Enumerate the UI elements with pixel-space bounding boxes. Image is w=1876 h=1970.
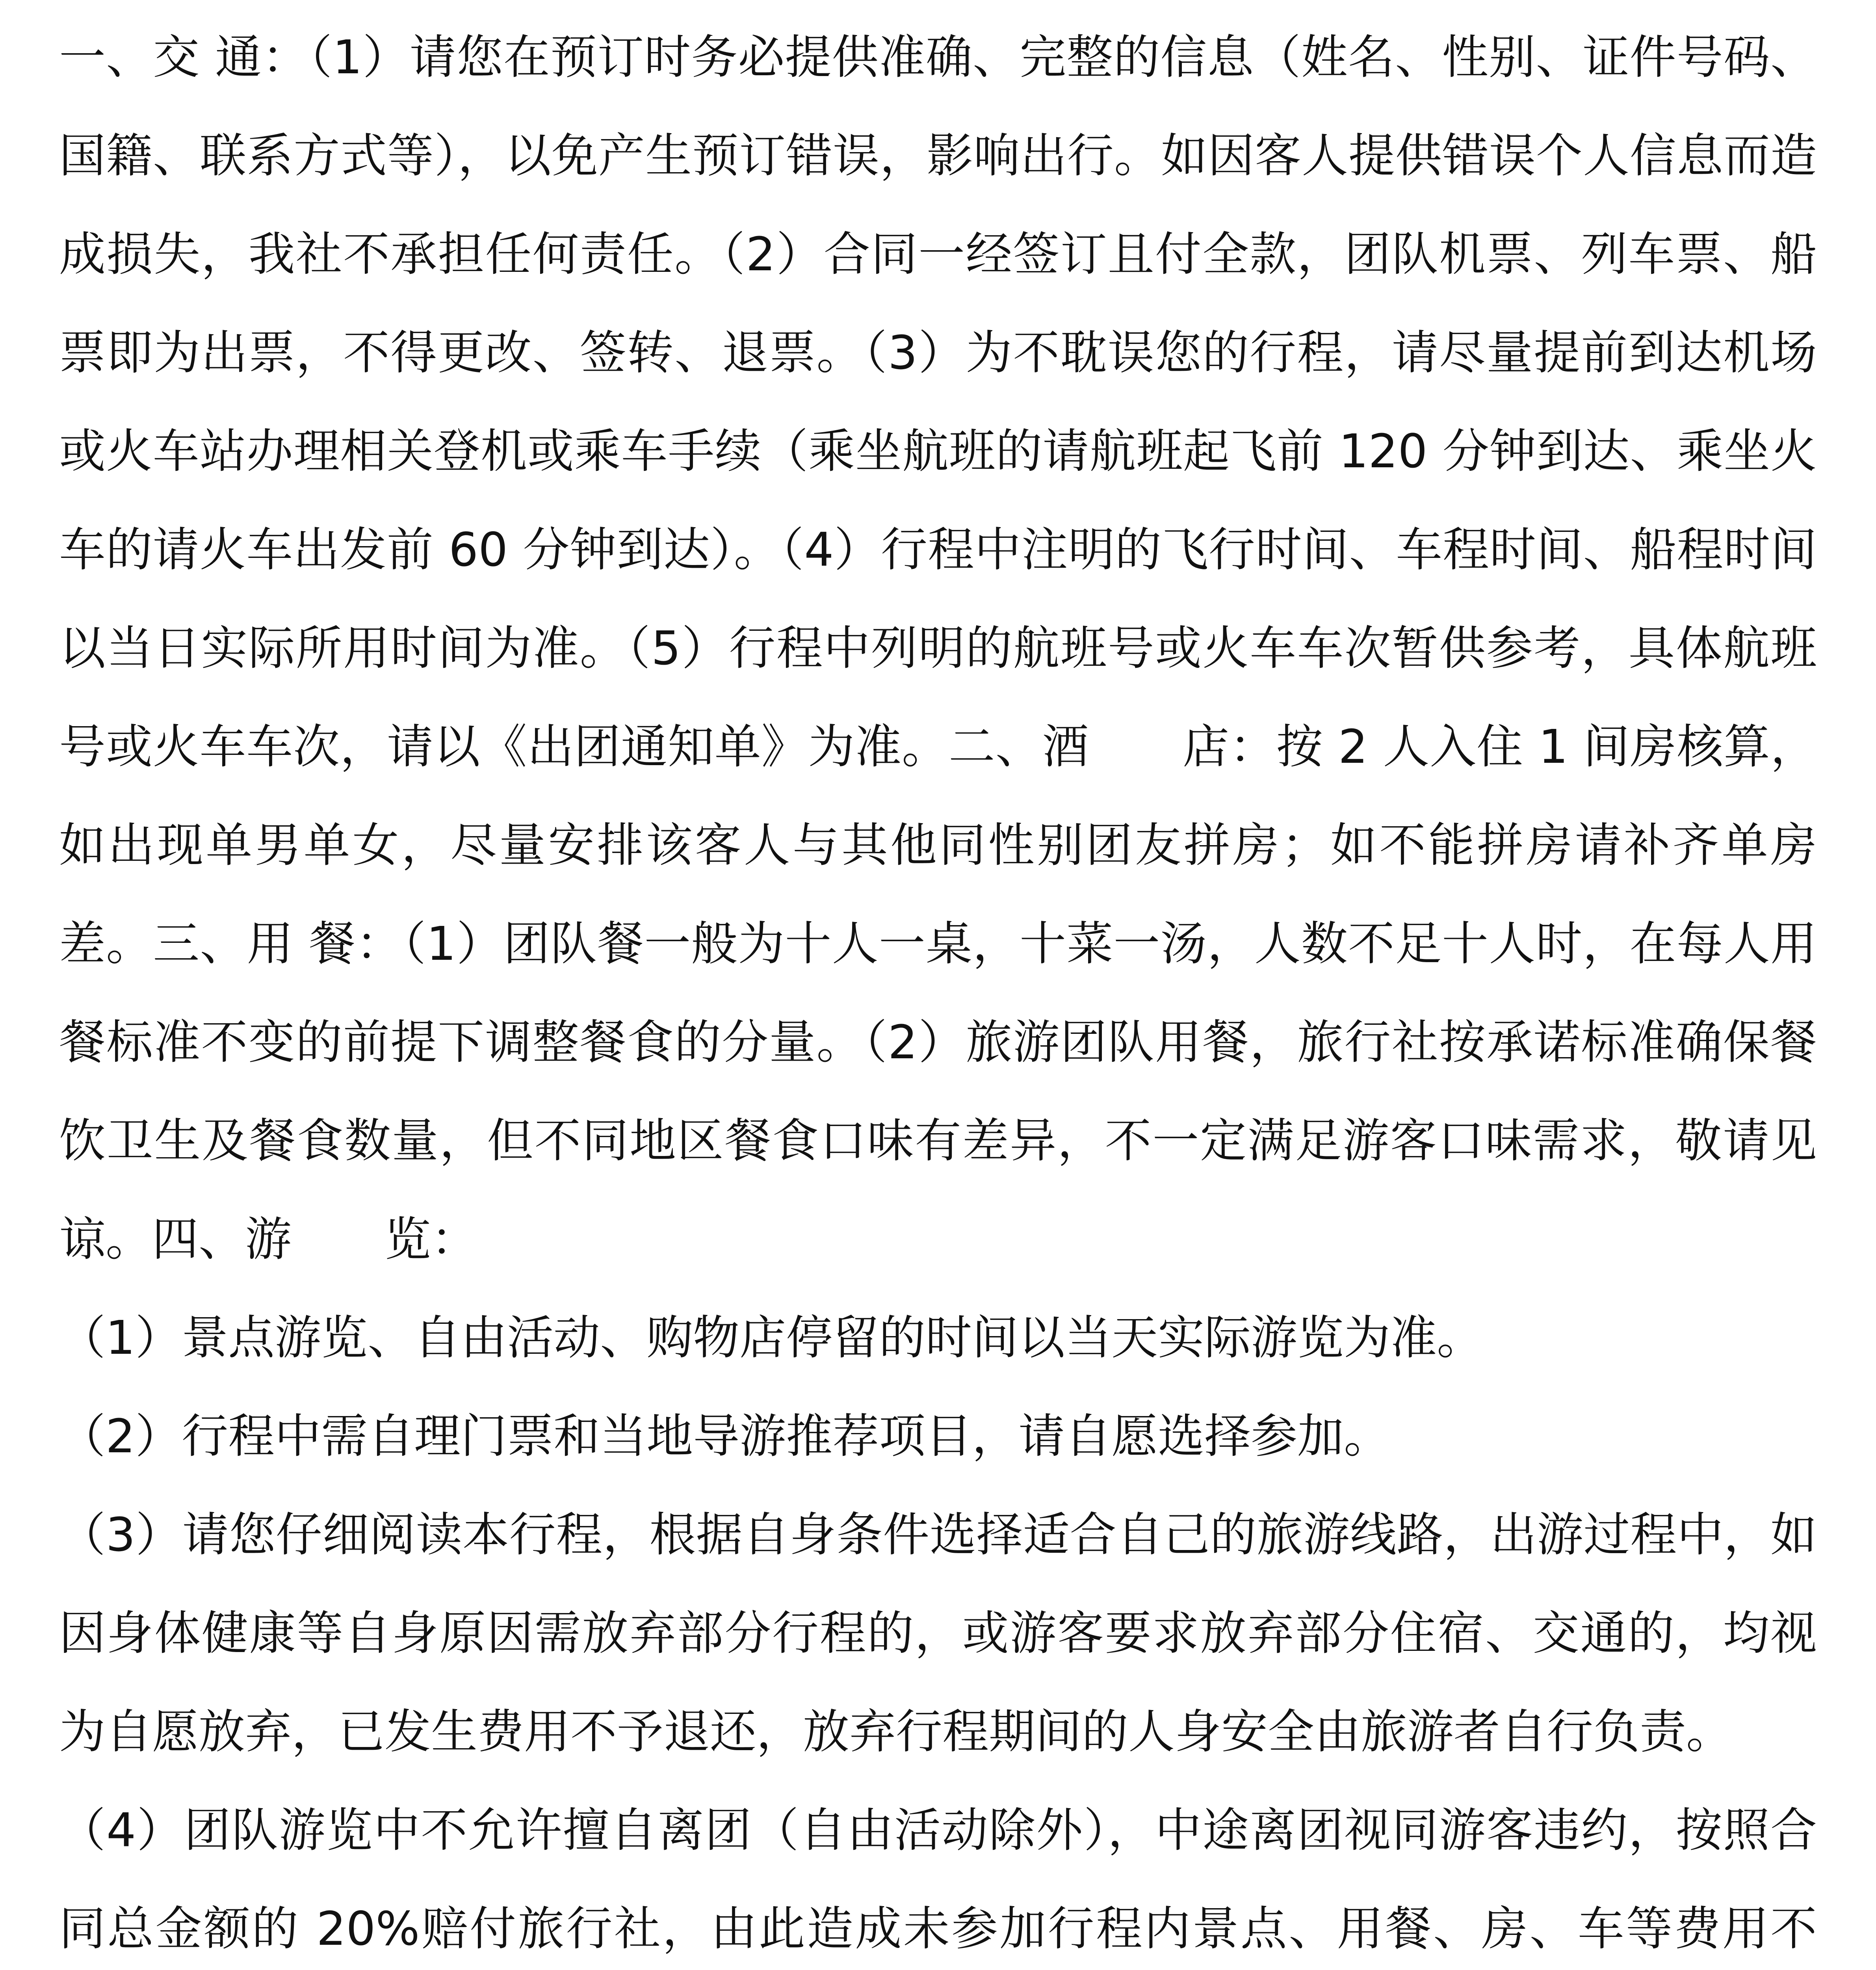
paragraph-item-2: （2）行程中需自理门票和当地导游推荐项目，请自愿选择参加。 — [59, 1409, 1391, 1463]
paragraph-item-4: （4）团队游览中不允许擅自离团（自由活动除外），中途离团视同游客违约，按照合同总金额的 20%赔付旅行社，由此造成未参加行程内景点、用餐、房、车等费用不 — [59, 1803, 1817, 1956]
paragraph-item-3: （3）请您仔细阅读本行程，根据自身条件选择适合自己的旅游线路，出游过程中，如因身体健康等自身原因需放弃部分行程的，或游客要求放弃部分住宿、交通的，均视为自愿放弃，已发生费用不予退还，放弃行程期间的人身安全由旅游者自行负责。 — [59, 1507, 1817, 1759]
paragraph-item-1: （1）景点游览、自由活动、购物店停留的时间以当天实际游览为准。 — [59, 1310, 1484, 1365]
paragraph-intro: 一、交 通：（1）请您在预订时务必提供准确、完整的信息（姓名、性别、证件号码、国籍、联系方式等），以免产生预订错误，影响出行。如因客人提供错误个人信息而造成损失，我社不承担任何责任。（2）合同一经签订且付全款，团队机票、列车票、船票即为出票，不得更改、签转、退票。（3）为不耽误您的行程，请尽量提前到达机场或火车站办理相关登机或乘车手续（乘坐航班的请航班起飞前 120 分钟到达、乘坐火车的请火车出发前 60 分钟到达）。（4）行程中注明的飞行时间、车程时间、船程时间以当日实际所用时间为准。（5）行程中列明的航班号或火车车次暂供参考，具体航班号或火车车次，请以《出团通知单》为准。二、酒 店：按 2 人入住 1 间房核算，如出现单男单女，尽量安排该客人与其他同性别团友拼房；如不能拼房请补齐单房差。三、用 餐：（1）团队餐一般为十人一桌，十菜一汤，人数不足十人时，在每人用餐标准不变的前提下调整餐食的分量。（2）旅游团队用餐，旅行社按承诺标准确保餐饮卫生及餐食数量，但不同地区餐食口味有差异，不一定满足游客口味需求，敬请见谅。四、游 览： — [59, 30, 1817, 1266]
